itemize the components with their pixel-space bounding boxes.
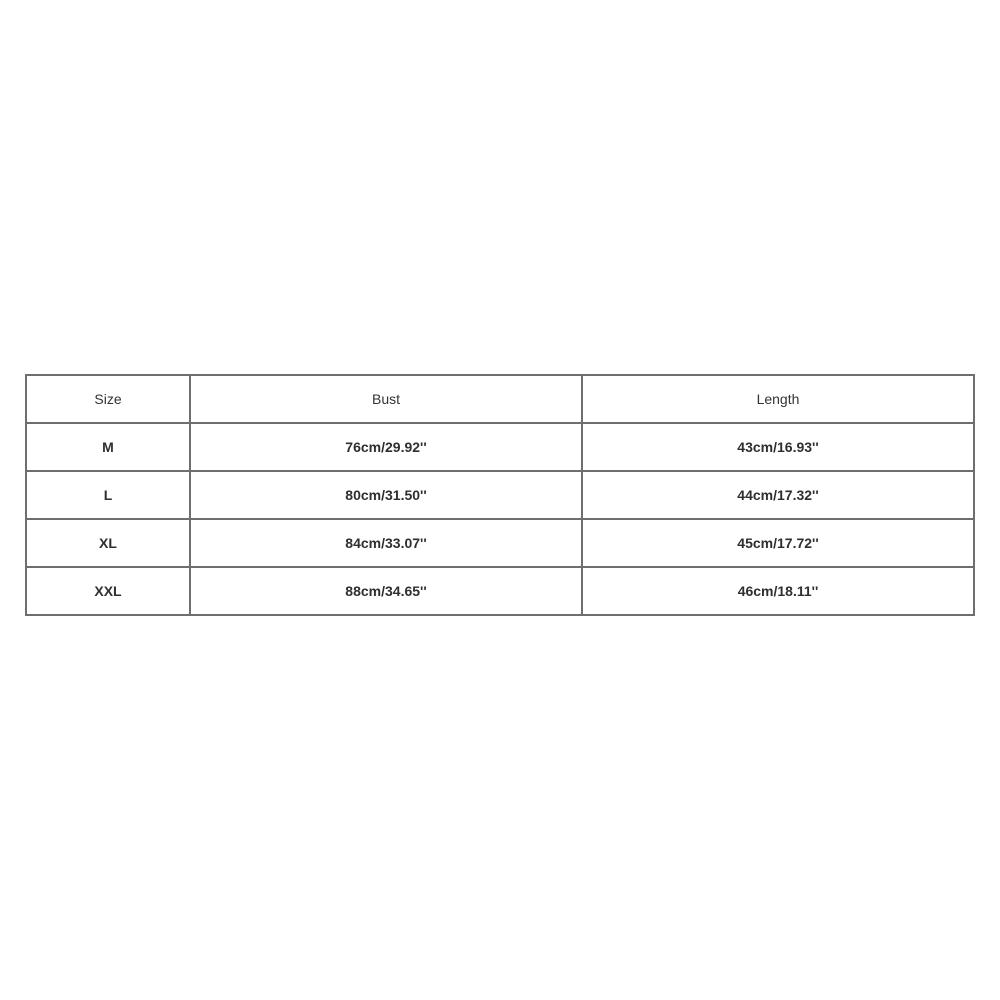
size-cell: XL	[26, 519, 190, 567]
header-size: Size	[26, 375, 190, 423]
length-cell: 46cm/18.11''	[582, 567, 974, 615]
table-row	[26, 423, 974, 471]
size-cell: M	[26, 423, 190, 471]
header-length: Length	[582, 375, 974, 423]
size-chart-header	[26, 375, 974, 423]
length-cell: 43cm/16.93''	[582, 423, 974, 471]
bust-cell: 80cm/31.50''	[190, 471, 582, 519]
table-row	[26, 519, 974, 567]
header-bust: Bust	[190, 375, 582, 423]
length-cell: 44cm/17.32''	[582, 471, 974, 519]
size-chart-table	[25, 374, 975, 616]
size-cell: XXL	[26, 567, 190, 615]
bust-cell: 76cm/29.92''	[190, 423, 582, 471]
table-row	[26, 567, 974, 615]
size-cell: L	[26, 471, 190, 519]
bust-cell: 84cm/33.07''	[190, 519, 582, 567]
length-cell: 45cm/17.72''	[582, 519, 974, 567]
header-row	[26, 375, 974, 423]
size-chart-body	[26, 423, 974, 615]
table-row	[26, 471, 974, 519]
bust-cell: 88cm/34.65''	[190, 567, 582, 615]
